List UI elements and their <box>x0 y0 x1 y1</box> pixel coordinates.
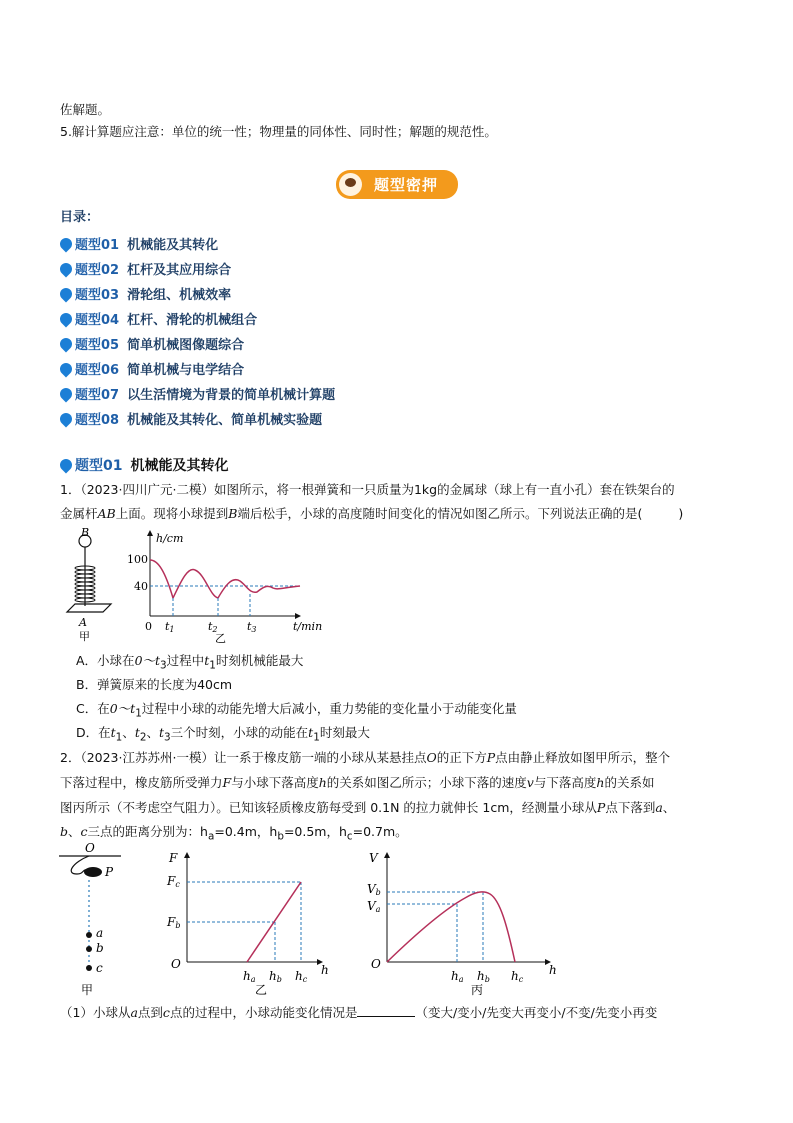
opt-math: t <box>158 725 165 740</box>
q1-line-1 <box>60 481 675 499</box>
opt-text: 过程中 <box>166 653 205 668</box>
toc-code: 题型06 <box>75 363 120 378</box>
opt-text: B．弹簧原来的长度为40cm <box>76 677 233 692</box>
toc-item-08[interactable] <box>60 409 322 428</box>
label-jia: 甲 <box>79 630 90 643</box>
q2-sub1 <box>60 1004 657 1022</box>
label-P: P <box>105 865 114 879</box>
opt-text: 、 <box>146 725 159 740</box>
toc-code: 题型03 <box>75 288 120 303</box>
origin-O: O <box>371 957 381 971</box>
h-arrow <box>147 530 153 536</box>
opt-text: 时刻最大 <box>319 725 370 740</box>
label-b: b <box>96 941 104 955</box>
q1-text: ) <box>678 506 684 521</box>
q2-text: （1）小球从 <box>60 1005 131 1020</box>
toc-title: 简单机械与电学结合 <box>127 363 245 378</box>
q2-text: 点由静止释放如图甲所示，整个 <box>495 750 671 765</box>
q2-text: 三点的距离分别为：h <box>87 824 208 839</box>
section-heading <box>60 455 228 475</box>
toc-code: 题型08 <box>75 413 120 428</box>
toc-title: 滑轮组、机械效率 <box>127 288 232 303</box>
q1-mass: 1kg <box>413 482 438 497</box>
q2-text: 点到 <box>137 1005 163 1020</box>
origin-label: 0 <box>145 620 152 633</box>
toc-item-06[interactable] <box>60 359 244 378</box>
q2-text: 、 <box>68 824 81 839</box>
opt-text: 三个时刻，小球的动能在 <box>170 725 309 740</box>
origin-O: O <box>171 957 181 971</box>
q2-figure <box>55 840 565 1000</box>
opt-math: 0～t <box>109 701 136 716</box>
opt-text: 过程中小球的动能先增大后减小，重力势能的变化量小于动能变化量 <box>141 701 517 716</box>
t2-label: t2 <box>208 620 218 634</box>
velocity-curve <box>387 892 515 962</box>
Vb-label: Vb <box>367 882 381 897</box>
pin-icon <box>58 385 75 402</box>
Fb-label: Fb <box>167 915 181 930</box>
toc-item-04[interactable] <box>60 309 257 328</box>
q2-text: 的关系如图乙所示；小球下落的速度 <box>326 775 527 790</box>
q1-line-2 <box>60 505 683 523</box>
q2-var: h <box>596 775 605 790</box>
Fc-label: Fc <box>167 874 180 889</box>
toc-title: 以生活情境为背景的简单机械计算题 <box>127 388 336 403</box>
answer-blank[interactable] <box>357 1004 415 1017</box>
q2-var: c <box>80 824 88 839</box>
y-tick-40: 40 <box>134 580 148 593</box>
toc-code: 题型04 <box>75 313 120 328</box>
label-jia: 甲 <box>81 983 94 997</box>
pin-icon <box>58 457 75 474</box>
q2-text: =0.7m。 <box>352 824 408 839</box>
intro-line-2: 5.解计算题应注意：单位的统一性；物理量的同体性、同时性；解题的规范性。 <box>60 124 497 139</box>
q2-text: 2．（2023·江苏苏州·一模）让一系于橡皮筋一端的小球从某悬挂点 <box>60 750 427 765</box>
opt-sub: 1 <box>209 659 216 672</box>
toc-code: 题型02 <box>75 263 120 278</box>
teacher-avatar-icon <box>339 173 362 196</box>
q1-option-b[interactable] <box>76 676 232 694</box>
t-arrow <box>295 613 301 619</box>
toc-item-03[interactable] <box>60 284 231 303</box>
point-b <box>86 946 92 952</box>
q1-text: 端后松手，小球的高度随时间变化的情况如图乙所示。下列说法正确的是( <box>237 506 643 521</box>
toc-item-01[interactable] <box>60 234 218 253</box>
opt-math: t <box>134 725 140 740</box>
opt-math: t <box>204 653 210 668</box>
pin-icon <box>58 335 75 352</box>
q1-figure <box>55 526 335 656</box>
toc-item-07[interactable] <box>60 384 335 403</box>
toc-title: 杠杆、滑轮的机械组合 <box>127 313 258 328</box>
toc-code: 题型05 <box>75 338 120 353</box>
point-a <box>86 932 92 938</box>
y-tick-100: 100 <box>127 553 148 566</box>
opt-text: D．在 <box>76 725 111 740</box>
section-title: 机械能及其转化 <box>130 458 229 474</box>
q1-option-c[interactable] <box>76 700 517 723</box>
pin-icon <box>58 310 75 327</box>
toc-title: 机械能及其转化 <box>127 238 219 253</box>
pin-icon <box>58 360 75 377</box>
q2-sub: a <box>207 830 215 843</box>
opt-sub: 2 <box>139 731 147 744</box>
pin-icon <box>58 410 75 427</box>
height-curve <box>150 560 300 598</box>
Va-label: Va <box>367 899 381 914</box>
q2-text: 与小球下落高度 <box>231 775 319 790</box>
toc-code: 题型07 <box>75 388 120 403</box>
q1-var: AB <box>97 506 116 521</box>
q1-text: 上面。现将小球提到 <box>115 506 229 521</box>
label-A: A <box>79 616 87 629</box>
section-banner <box>336 170 458 199</box>
q2-var: c <box>162 1005 170 1020</box>
ha-label: ha <box>451 969 464 984</box>
hb-label: hb <box>477 969 490 984</box>
pin-icon <box>58 235 75 252</box>
pin-icon <box>58 285 75 302</box>
point-c <box>86 965 92 971</box>
opt-text: 、 <box>122 725 135 740</box>
pin-icon <box>58 260 75 277</box>
ball-at-P <box>84 867 102 877</box>
opt-math: 0～t <box>134 653 161 668</box>
q2-text: 图丙所示（不考虑空气阻力）。已知该轻质橡皮筋每受到 0.1N 的拉力就伸长 1cm，经测量小球从 <box>60 800 597 815</box>
label-yi: 乙 <box>255 983 268 997</box>
banner-label: 题型密押 <box>373 176 438 194</box>
opt-sub: 3 <box>160 659 167 672</box>
q2-var: h <box>318 775 327 790</box>
toc-item-05[interactable] <box>60 334 244 353</box>
h-label: h <box>321 963 329 977</box>
V-label: V <box>369 851 378 865</box>
q2-sub: b <box>277 830 284 843</box>
opt-sub: 3 <box>164 731 171 744</box>
toc-code: 题型01 <box>75 238 120 253</box>
q2-text: 的正下方 <box>436 750 487 765</box>
q1-var: B <box>228 506 238 521</box>
q2-line-2 <box>60 774 654 792</box>
q2-var: O <box>426 750 437 765</box>
label-bing: 丙 <box>471 983 484 997</box>
q2-sub: c <box>346 830 353 843</box>
opt-text: A．小球在 <box>76 653 135 668</box>
opt-sub: 1 <box>115 731 123 744</box>
opt-text: C．在 <box>76 701 110 716</box>
arrow <box>384 852 390 858</box>
h-axis-label: h/cm <box>156 532 184 545</box>
q2-text: 点的过程中，小球动能变化情况是 <box>169 1005 358 1020</box>
opt-sub: 1 <box>135 707 142 720</box>
q2-line-3 <box>60 799 675 817</box>
base-plate <box>67 604 111 612</box>
F-label: F <box>169 851 178 865</box>
q2-text: 与下落高度 <box>533 775 597 790</box>
q2-var: F <box>222 775 232 790</box>
section-code: 题型01 <box>75 458 123 474</box>
q1-text: 的金属球（球上有一直小孔）套在铁架台的 <box>437 482 675 497</box>
hc-label: hc <box>511 969 524 984</box>
q2-var: a <box>655 800 663 815</box>
label-a: a <box>96 926 104 940</box>
q2-var: b <box>60 824 69 839</box>
toc-title: 杠杆及其应用综合 <box>127 263 232 278</box>
q1-option-a[interactable] <box>76 652 303 675</box>
q1-text: 1．（2023·四川广元·二模）如图所示，将一根弹簧和一只质量为 <box>60 482 414 497</box>
toc-title: 机械能及其转化、简单机械实验题 <box>127 413 323 428</box>
toc-item-02[interactable] <box>60 259 231 278</box>
intro-line-1: 佐解题。 <box>60 102 111 117</box>
force-line <box>247 882 301 962</box>
hb-label: hb <box>269 969 282 984</box>
q2-text: 、 <box>662 800 676 815</box>
arrow <box>184 852 190 858</box>
q2-text: 下落过程中，橡皮筋所受弹力 <box>60 775 223 790</box>
t1-label: t1 <box>165 620 175 634</box>
q2-text: =0.4m，h <box>214 824 278 839</box>
q2-var: v <box>526 775 534 790</box>
label-O: O <box>85 841 95 855</box>
q2-line-1 <box>60 749 670 767</box>
opt-text: 时刻机械能最大 <box>215 653 304 668</box>
h-label: h <box>549 963 557 977</box>
opt-math: t <box>308 725 314 740</box>
q2-text: 点下落到 <box>605 800 656 815</box>
q2-var: P <box>596 800 606 815</box>
toc-heading: 目录： <box>60 210 100 225</box>
t3-label: t3 <box>247 620 257 634</box>
ha-label: ha <box>243 969 256 984</box>
q1-option-d[interactable] <box>76 724 370 747</box>
q2-text: （变大/变小/先变大再变小/不变/先变小再变 <box>415 1005 658 1020</box>
label-c: c <box>96 961 103 975</box>
q2-var: a <box>130 1005 138 1020</box>
label-yi: 乙 <box>215 632 226 645</box>
q2-var: P <box>486 750 496 765</box>
opt-math: t <box>110 725 116 740</box>
opt-sub: 1 <box>313 731 320 744</box>
label-B: B <box>81 526 90 539</box>
q2-text: =0.5m，h <box>283 824 347 839</box>
toc-title: 简单机械图像题综合 <box>127 338 245 353</box>
q2-text: 的关系如 <box>604 775 655 790</box>
q1-text: 金属杆 <box>60 506 98 521</box>
hc-label: hc <box>295 969 308 984</box>
t-axis-label: t/min <box>293 620 323 633</box>
